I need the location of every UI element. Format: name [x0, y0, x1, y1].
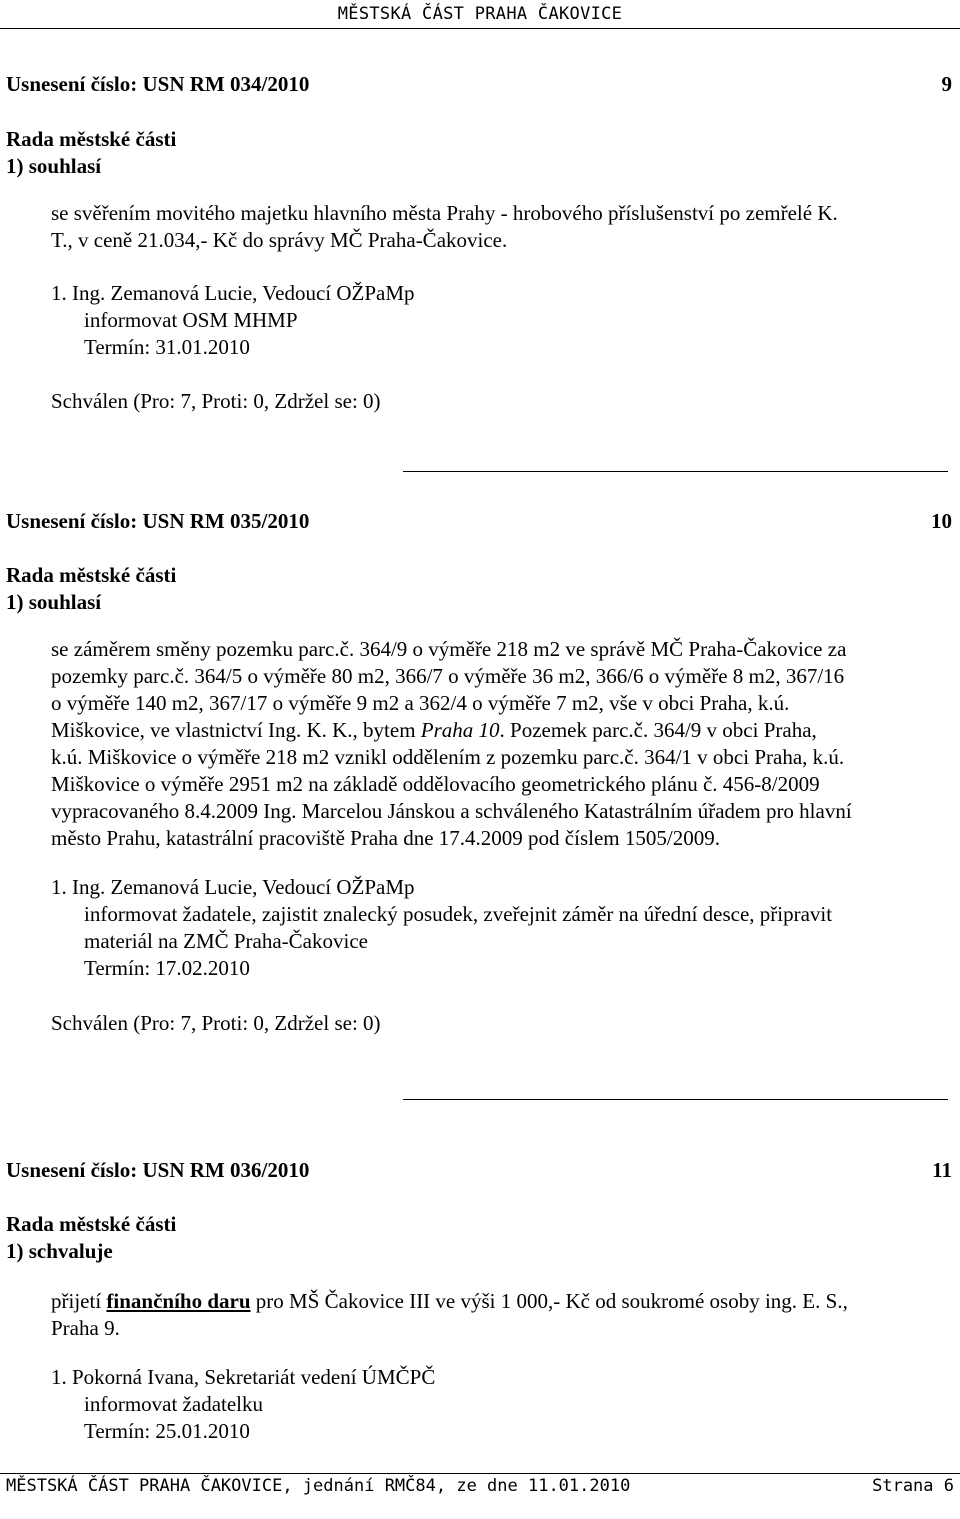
resolution-body: Rada městské části — [6, 127, 177, 151]
page-number: Strana 6 — [872, 1476, 954, 1496]
task-text: informovat žadatele, zajistit znalecký posudek, zveřejnit záměr na úřední desce, připravit — [84, 902, 833, 926]
resolution-text-line: T., v ceně 21.034,- Kč do správy MČ Praha-Čakovice. — [51, 228, 508, 252]
resolution-text-line — [51, 1289, 848, 1314]
resolution-number: 9 — [941, 72, 952, 96]
text-segment: . Pozemek parc.č. 364/9 v obci Praha, — [499, 718, 817, 742]
responsible-person: 1. Ing. Zemanová Lucie, Vedoucí OŽPaMp — [51, 875, 415, 899]
resolution-text-line: město Prahu, katastrální pracoviště Praha dne 17.4.2009 pod číslem 1505/2009. — [51, 826, 720, 850]
resolution-text-line: se svěřením movitého majetku hlavního města Prahy - hrobového příslušenství po zemřelé K. — [51, 201, 838, 225]
responsible-person: 1. Ing. Zemanová Lucie, Vedoucí OŽPaMp — [51, 281, 415, 305]
resolution-number: 10 — [931, 509, 952, 533]
resolution-text-line: Miškovice o výměře 2951 m2 na základě oddělovacího geometrického plánu č. 456-8/2009 — [51, 772, 820, 796]
task-text: materiál na ZMČ Praha-Čakovice — [84, 929, 368, 953]
vote-result: Schválen (Pro: 7, Proti: 0, Zdržel se: 0) — [51, 1011, 381, 1035]
resolution-action: 1) schvaluje — [6, 1239, 113, 1263]
gift-link[interactable]: finančního daru — [106, 1289, 251, 1313]
deadline: Termín: 25.01.2010 — [84, 1419, 250, 1443]
resolution-title: Usnesení číslo: USN RM 034/2010 — [6, 72, 310, 96]
header-divider — [0, 28, 960, 29]
resolution-body: Rada městské části — [6, 563, 177, 587]
resolution-text-line: pozemky parc.č. 364/5 o výměře 80 m2, 366/7 o výměře 36 m2, 366/6 o výměře 8 m2, 367/16 — [51, 664, 845, 688]
resolution-text-line: vypracovaného 8.4.2009 Ing. Marcelou Jánskou a schváleného Katastrálním úřadem pro hlavní — [51, 799, 852, 823]
text-segment: pro MŠ Čakovice III ve výši 1 000,- Kč od soukromé osoby ing. E. S., — [250, 1289, 848, 1313]
task-text: informovat žadatelku — [84, 1392, 264, 1416]
section-separator — [403, 471, 948, 472]
text-segment-italic: Praha 10 — [420, 718, 500, 742]
resolution-text-line — [51, 718, 817, 743]
resolution-action: 1) souhlasí — [6, 154, 102, 178]
resolution-text-line: k.ú. Miškovice o výměře 218 m2 vznikl oddělením z pozemku parc.č. 364/1 v obci Praha, k.ú. — [51, 745, 845, 769]
responsible-person: 1. Pokorná Ivana, Sekretariát vedení ÚMČPČ — [51, 1365, 436, 1389]
deadline: Termín: 17.02.2010 — [84, 956, 250, 980]
page-header: MĚSTSKÁ ČÁST PRAHA ČAKOVICE — [337, 4, 623, 24]
footer-meeting-info: MĚSTSKÁ ČÁST PRAHA ČAKOVICE, jednání RMČ84, ze dne 11.01.2010 — [6, 1476, 631, 1496]
resolution-action: 1) souhlasí — [6, 590, 102, 614]
vote-result: Schválen (Pro: 7, Proti: 0, Zdržel se: 0) — [51, 389, 381, 413]
task-text: informovat OSM MHMP — [84, 308, 298, 332]
text-segment: přijetí — [51, 1289, 107, 1313]
section-separator — [403, 1099, 948, 1100]
resolution-text-line: o výměře 140 m2, 367/17 o výměře 9 m2 a 362/4 o výměře 7 m2, vše v obci Praha, k.ú. — [51, 691, 790, 715]
text-segment: Miškovice, ve vlastnictví Ing. K. K., bytem — [51, 718, 421, 742]
resolution-text-line: se záměrem směny pozemku parc.č. 364/9 o výměře 218 m2 ve správě MČ Praha-Čakovice za — [51, 637, 847, 661]
resolution-text-line: Praha 9. — [51, 1316, 120, 1340]
resolution-number: 11 — [932, 1158, 952, 1182]
resolution-body: Rada městské části — [6, 1212, 177, 1236]
footer-divider — [0, 1473, 960, 1474]
resolution-title: Usnesení číslo: USN RM 035/2010 — [6, 509, 310, 533]
deadline: Termín: 31.01.2010 — [84, 335, 250, 359]
resolution-title: Usnesení číslo: USN RM 036/2010 — [6, 1158, 310, 1182]
